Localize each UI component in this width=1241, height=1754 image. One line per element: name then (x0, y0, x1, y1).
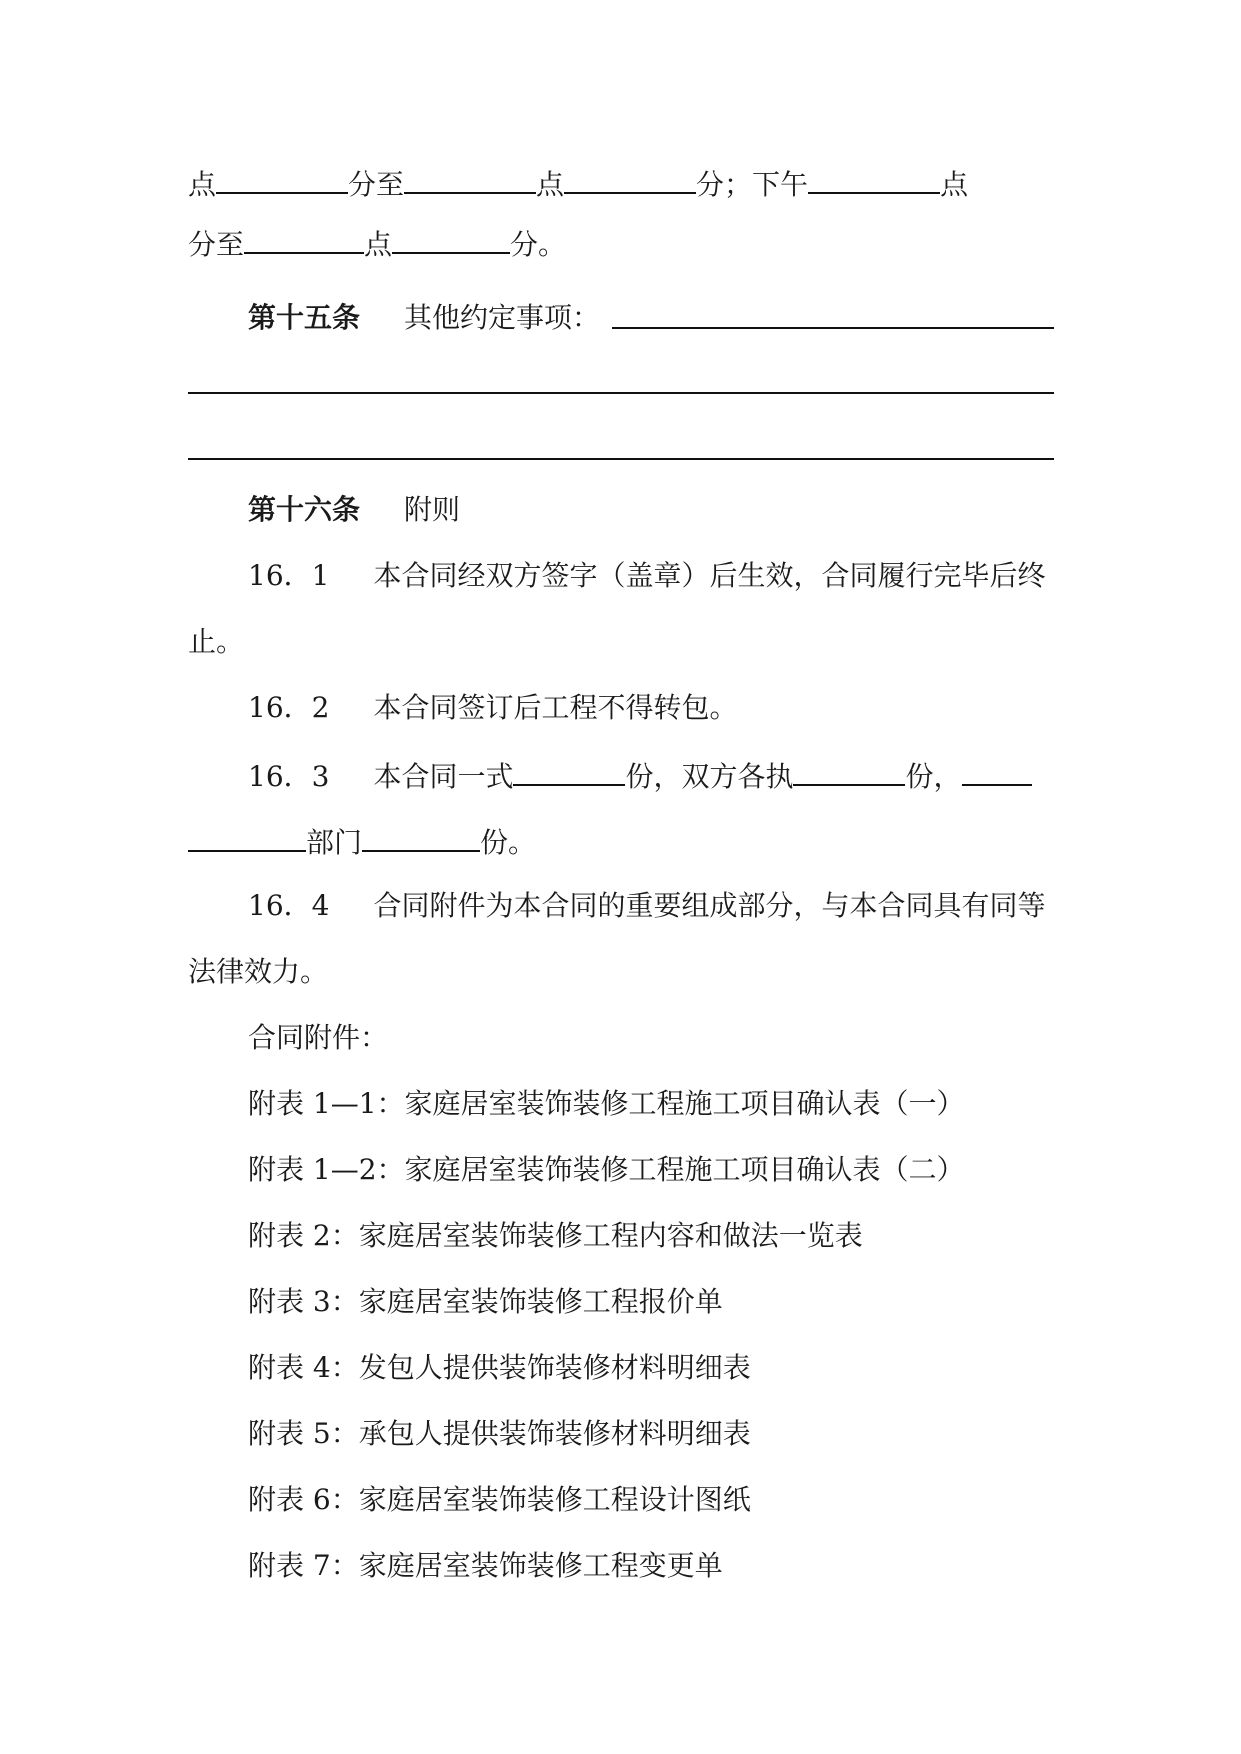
text-dian: 点 (188, 168, 217, 201)
attachment-item: 附表 7：家庭居室装饰装修工程变更单 (248, 1549, 723, 1582)
blank-field[interactable] (513, 754, 625, 786)
blank-field[interactable] (362, 820, 480, 852)
attachment-item: 附表 6：家庭居室装饰装修工程设计图纸 (248, 1483, 751, 1516)
article-15-label: 其他约定事项： (404, 301, 601, 334)
text-dian: 点 (536, 168, 565, 201)
article-16-label: 附则 (404, 493, 461, 526)
attachment-item: 附表 2：家庭居室装饰装修工程内容和做法一览表 (248, 1219, 863, 1252)
blank-line[interactable] (188, 392, 1054, 394)
clause-16-1 (248, 556, 1128, 596)
hours-line-1 (188, 162, 1068, 202)
text-fen: 分。 (510, 228, 567, 261)
blank-field[interactable] (392, 222, 510, 254)
text-dian: 点 (940, 168, 969, 201)
clause-text: 份， (905, 760, 962, 793)
attachment-item: 附表 5：承包人提供装饰装修材料明细表 (248, 1417, 751, 1450)
attachment-item: 附表 1—1：家庭居室装饰装修工程施工项目确认表（一） (248, 1087, 965, 1120)
blank-field[interactable] (216, 162, 348, 194)
blank-field[interactable] (564, 162, 696, 194)
article-15-heading (248, 298, 1128, 338)
clause-16-4-cont (188, 952, 1068, 992)
clause-text: 份。 (480, 826, 537, 859)
blank-field[interactable] (808, 162, 940, 194)
text-afternoon: 分；下午 (696, 168, 809, 201)
hours-line-2 (188, 222, 1068, 262)
article-16-title: 第十六条 (248, 493, 361, 526)
blank-field[interactable] (188, 820, 306, 852)
clause-text: 本合同一式 (373, 760, 514, 793)
attachment-item: 附表 3：家庭居室装饰装修工程报价单 (248, 1285, 723, 1318)
clause-number: 16．2 (248, 691, 330, 724)
article-15-title: 第十五条 (248, 301, 361, 334)
blank-field[interactable] (244, 222, 364, 254)
text-dian: 点 (364, 228, 393, 261)
blank-line[interactable] (612, 327, 1054, 329)
clause-text: 部门 (306, 826, 363, 859)
blank-field[interactable] (962, 754, 1032, 786)
clause-text: 本合同签订后工程不得转包。 (373, 691, 738, 724)
article-16-heading (248, 490, 1128, 530)
text-fenzhi: 分至 (188, 228, 245, 261)
clause-text: 合同附件为本合同的重要组成部分，与本合同具有同等 (373, 889, 1046, 922)
attachment-item: 附表 4：发包人提供装饰装修材料明细表 (248, 1351, 751, 1384)
text-fenzhi: 分至 (348, 168, 405, 201)
clause-16-3 (248, 754, 1128, 794)
clause-text: 本合同经双方签字（盖章）后生效，合同履行完毕后终 (373, 559, 1046, 592)
clause-text: 法律效力。 (188, 955, 329, 988)
blank-line[interactable] (188, 458, 1054, 460)
blank-field[interactable] (793, 754, 905, 786)
clause-16-4 (248, 886, 1128, 926)
clause-number: 16．1 (248, 559, 330, 592)
clause-text: 份，双方各执 (625, 760, 794, 793)
clause-16-3-cont (188, 820, 1068, 860)
attachment-item: 附表 1—2：家庭居室装饰装修工程施工项目确认表（二） (248, 1153, 965, 1186)
clause-16-2 (248, 688, 1128, 728)
clause-16-1-cont (188, 622, 1068, 662)
blank-field[interactable] (404, 162, 536, 194)
clause-text: 止。 (188, 625, 245, 658)
attachments-heading: 合同附件： (248, 1021, 389, 1054)
clause-number: 16．4 (248, 889, 330, 922)
clause-number: 16．3 (248, 760, 330, 793)
